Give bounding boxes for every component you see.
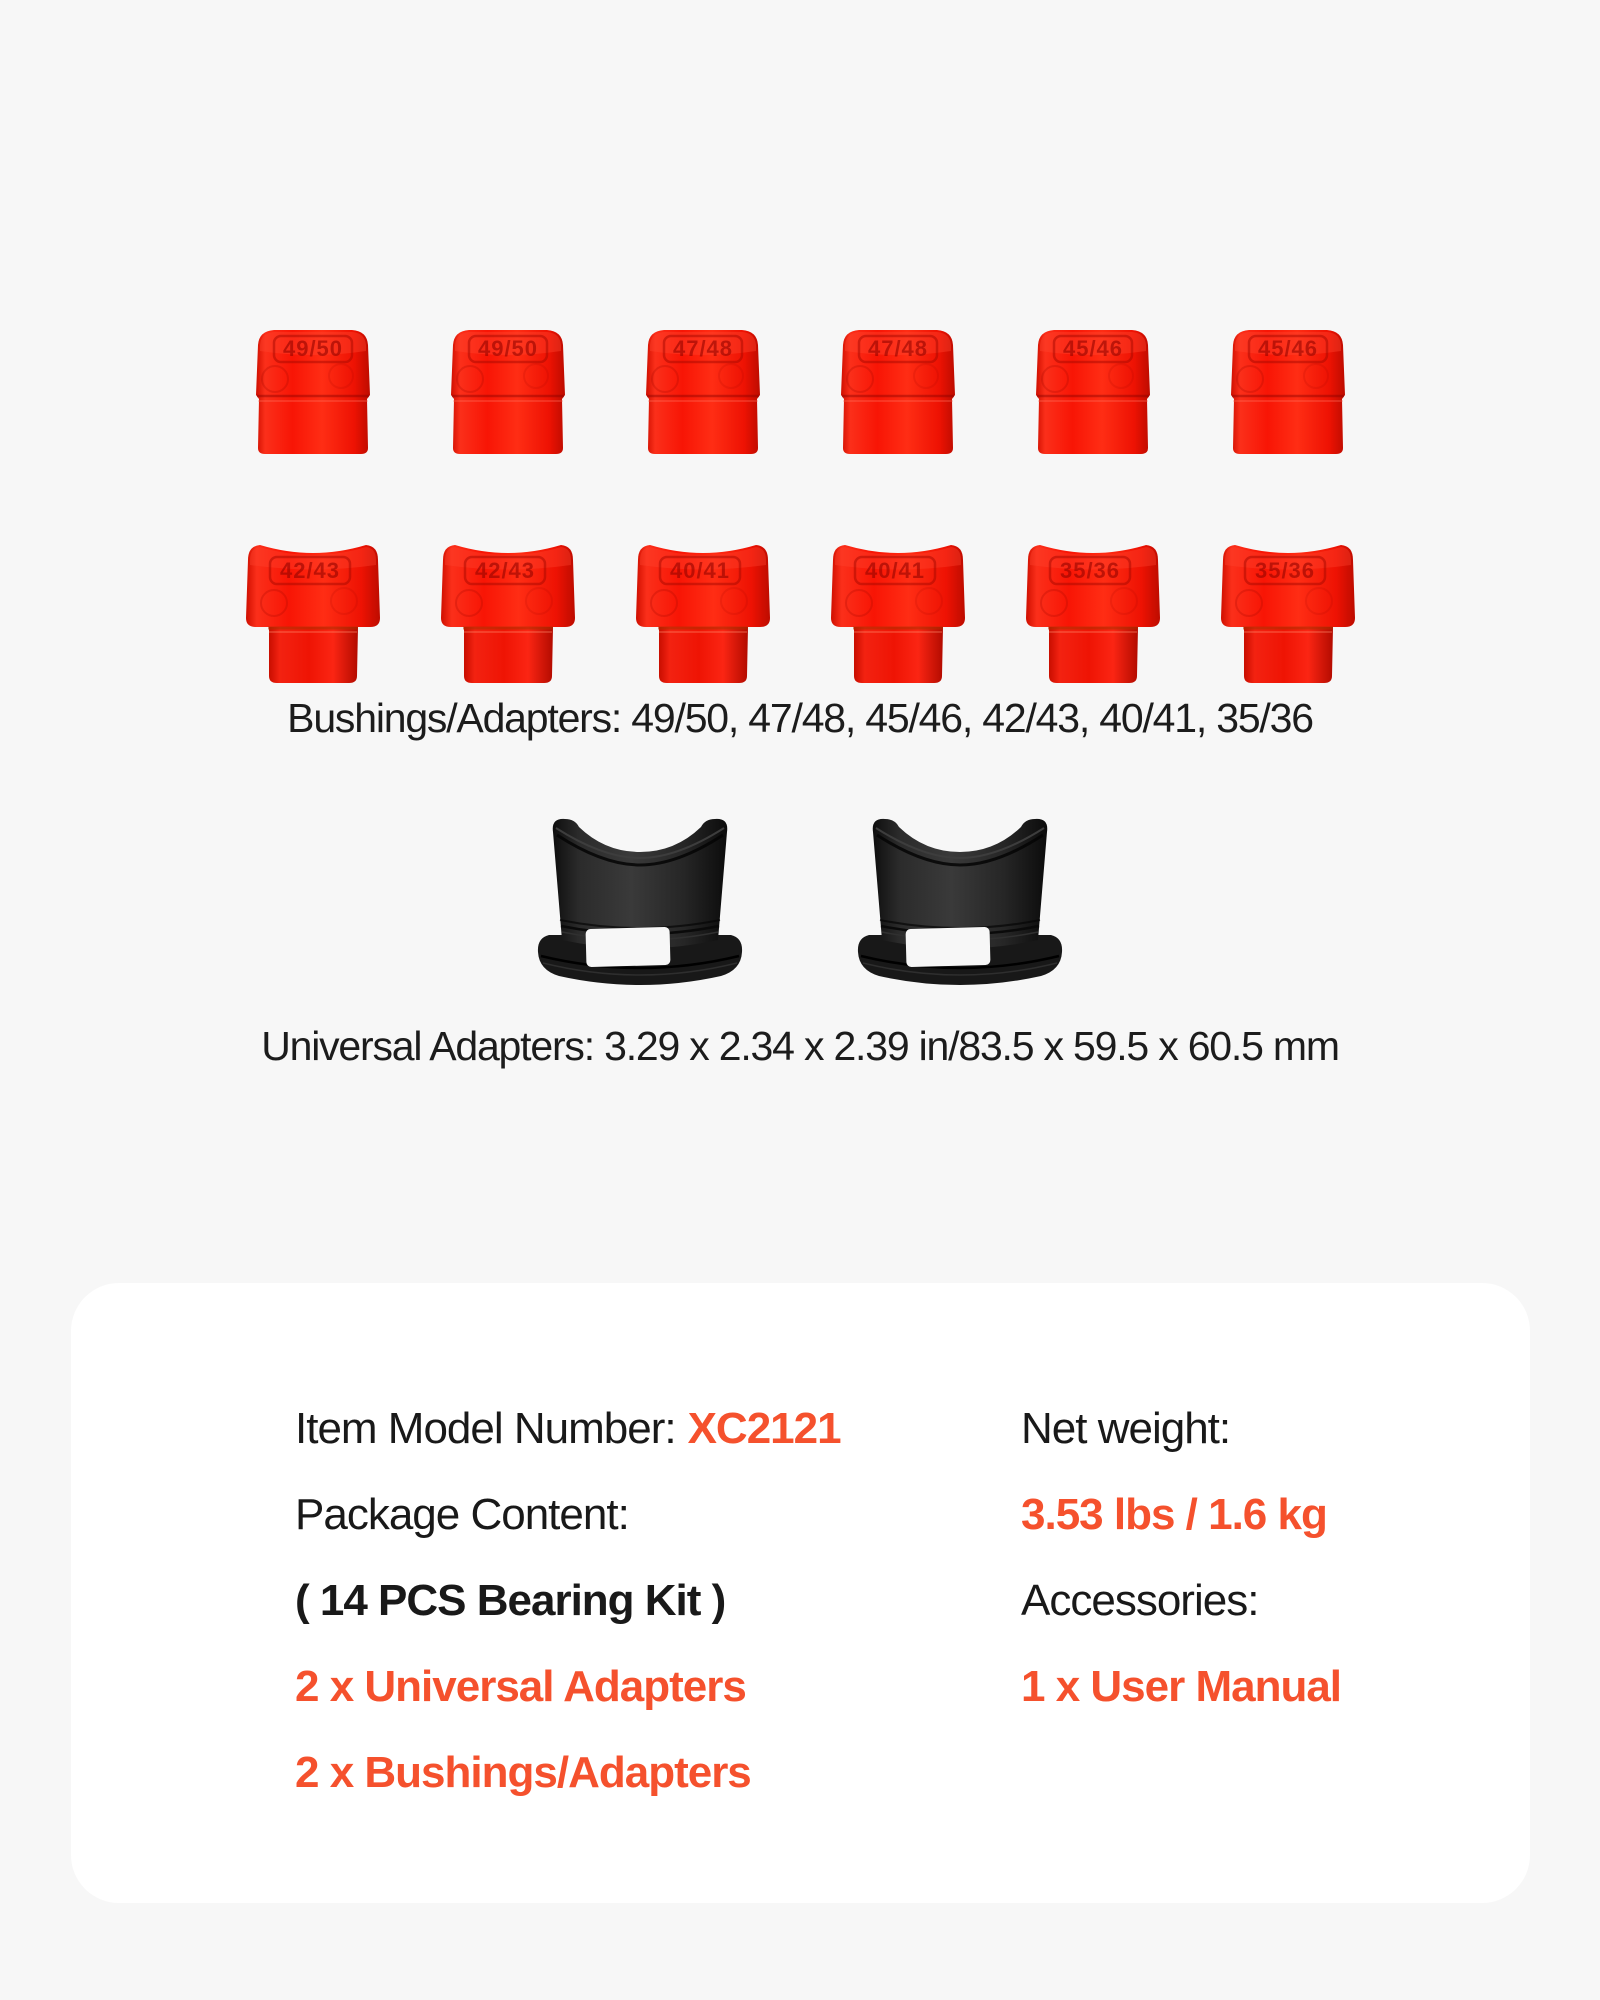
model-number-value: XC2121 xyxy=(687,1404,841,1453)
package-kit-text: ( 14 PCS Bearing Kit ) xyxy=(295,1576,726,1625)
universal-adapters-caption: Universal Adapters: 3.29 x 2.34 x 2.39 in/83.5 x 59.5 x 60.5 mm xyxy=(261,1023,1339,1069)
bushing-image-47-48 xyxy=(827,323,969,455)
accessories-label: Accessories: xyxy=(1021,1576,1259,1625)
universal-adapter-image xyxy=(533,808,747,990)
bushing-image-49-50 xyxy=(437,323,579,455)
bushings-caption: Bushings/Adapters: 49/50, 47/48, 45/46, 42/43, 40/41, 35/36 xyxy=(287,695,1313,741)
bushing-image-42-43 xyxy=(437,540,579,684)
bushing-embossed-label: 49/50 xyxy=(282,336,343,361)
bushing-embossed-label: 35/36 xyxy=(1059,558,1120,583)
model-number-label: Item Model Number: xyxy=(295,1404,676,1453)
bushing-image-45-46 xyxy=(1022,323,1164,455)
bushing-row-bottom xyxy=(0,540,1600,684)
bushing-image-47-48 xyxy=(632,323,774,455)
package-item-universal-adapters: 2 x Universal Adapters xyxy=(295,1662,746,1711)
bushing-embossed-label: 47/48 xyxy=(672,336,733,361)
bushing-image-35-36 xyxy=(1022,540,1164,684)
package-item-bushings-adapters: 2 x Bushings/Adapters xyxy=(295,1748,751,1797)
info-column-right xyxy=(1021,1403,1341,1833)
model-number-line xyxy=(295,1403,855,1455)
bushing-image-45-46 xyxy=(1217,323,1359,455)
bushing-embossed-label: 40/41 xyxy=(669,558,730,583)
net-weight-label: Net weight: xyxy=(1021,1404,1231,1453)
bushing-image-49-50 xyxy=(242,323,384,455)
bushing-embossed-label: 42/43 xyxy=(474,558,535,583)
bushing-row-top xyxy=(0,323,1600,455)
product-info-card xyxy=(71,1283,1530,1903)
bushing-embossed-label: 47/48 xyxy=(867,336,928,361)
bushing-embossed-label: 40/41 xyxy=(864,558,925,583)
bushing-embossed-label: 45/46 xyxy=(1062,336,1123,361)
accessories-value: 1 x User Manual xyxy=(1021,1662,1342,1711)
bushing-embossed-label: 42/43 xyxy=(279,558,340,583)
net-weight-value: 3.53 lbs / 1.6 kg xyxy=(1021,1490,1327,1539)
bushing-image-35-36 xyxy=(1217,540,1359,684)
package-content-label: Package Content: xyxy=(295,1490,629,1539)
universal-adapter-image xyxy=(853,808,1067,990)
bushing-image-40-41 xyxy=(827,540,969,684)
universal-adapter-row xyxy=(0,808,1600,990)
bushing-image-40-41 xyxy=(632,540,774,684)
product-info-columns xyxy=(71,1283,1530,1833)
bushing-embossed-label: 49/50 xyxy=(477,336,538,361)
bushing-image-42-43 xyxy=(242,540,384,684)
bushing-embossed-label: 35/36 xyxy=(1254,558,1315,583)
bushing-embossed-label: 45/46 xyxy=(1257,336,1318,361)
info-column-left xyxy=(295,1403,855,1833)
